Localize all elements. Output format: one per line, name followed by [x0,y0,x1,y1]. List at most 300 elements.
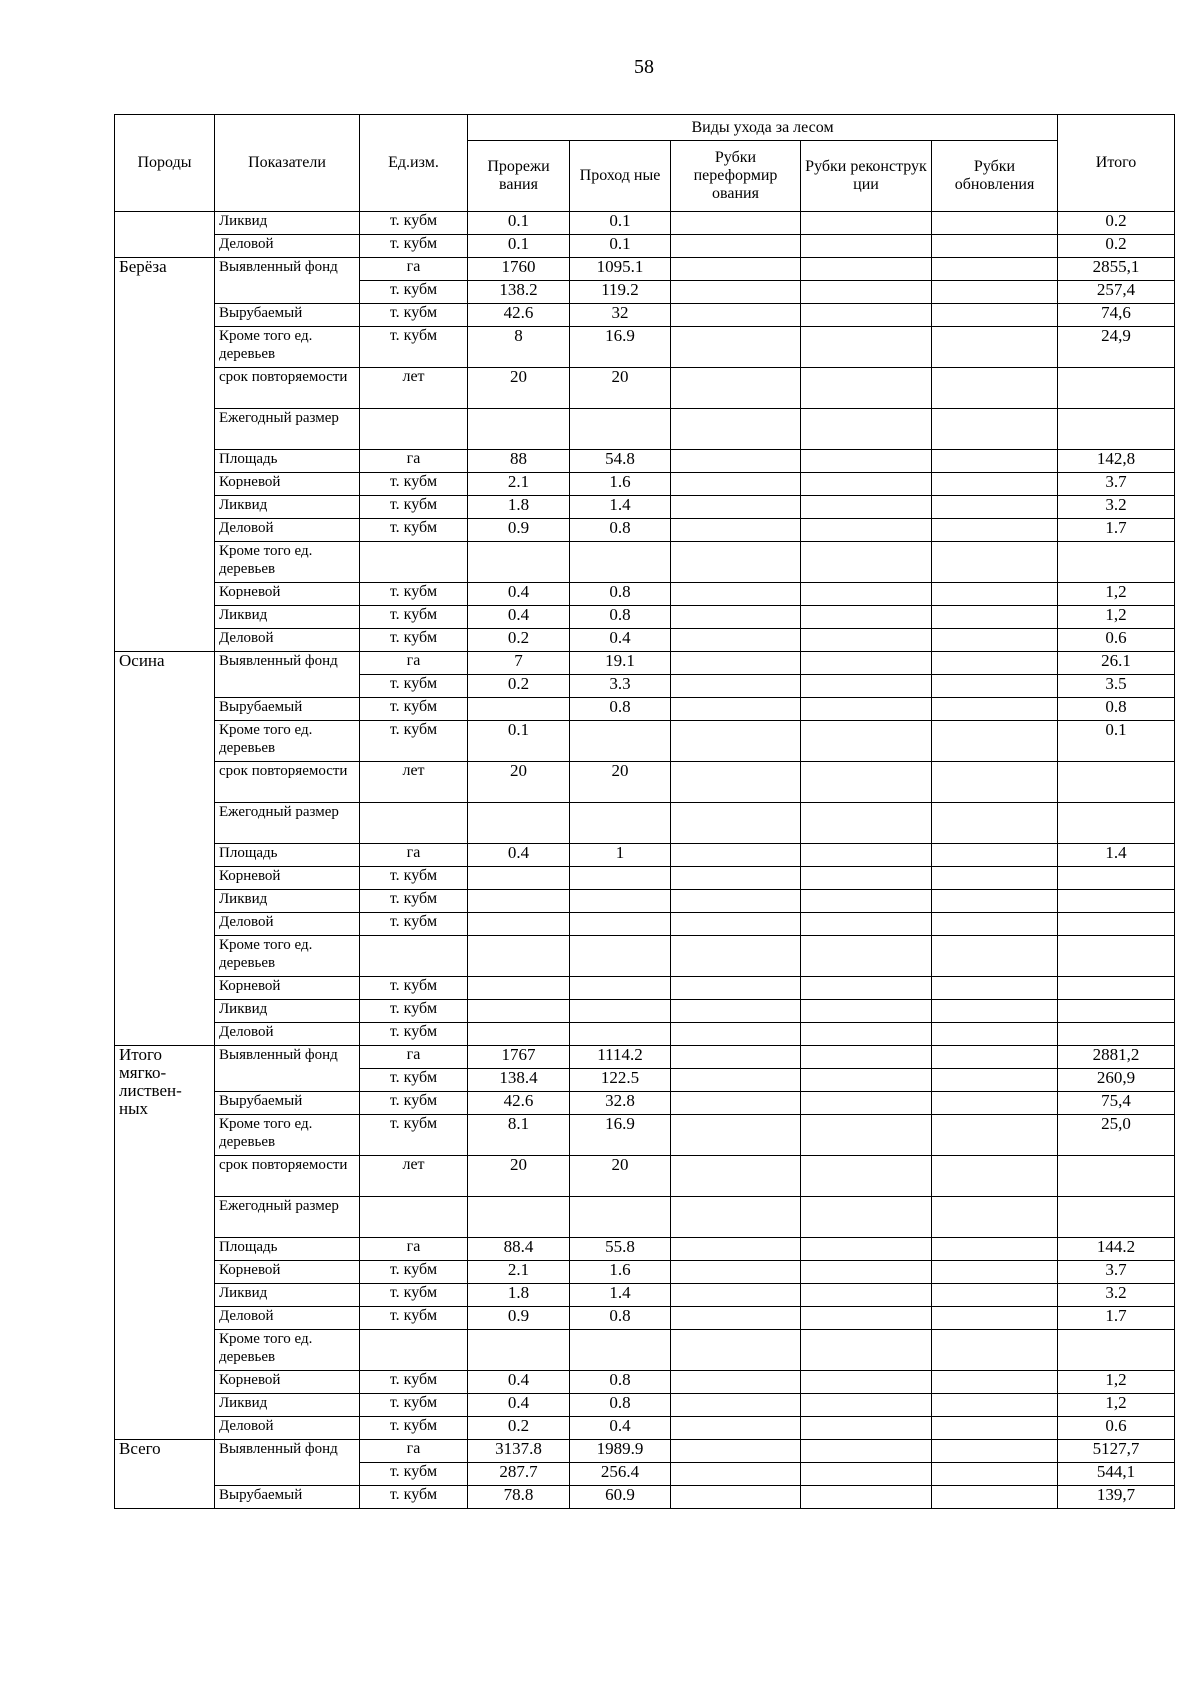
unit-cell [360,803,468,844]
reconstruction-cell [801,368,932,409]
reconstruction-cell [801,606,932,629]
indicator-cell: Выявленный фонд [215,652,360,698]
table-row [115,1261,1175,1284]
indicator-cell: Кроме того ед. деревьев [215,1115,360,1156]
total-cell: 3.2 [1058,1284,1175,1307]
indicator-cell: Выявленный фонд [215,258,360,304]
total-cell: 1.7 [1058,1307,1175,1330]
table-row [115,698,1175,721]
renewal-cell [932,803,1058,844]
table-body [115,212,1175,1509]
passage-cell: 0.8 [570,1371,671,1394]
reconstruction-cell [801,1156,932,1197]
unit-cell [360,1330,468,1371]
reform-cell [671,977,801,1000]
unit-cell [360,542,468,583]
table-row [115,1115,1175,1156]
indicator-cell: Деловой [215,629,360,652]
thinning-cell [468,913,570,936]
breed-cell: Осина [115,652,215,1046]
indicator-cell: Вырубаемый [215,304,360,327]
total-cell: 0.2 [1058,212,1175,235]
passage-cell [570,409,671,450]
table-row [115,1156,1175,1197]
thinning-cell: 0.4 [468,606,570,629]
renewal-cell [932,1092,1058,1115]
renewal-cell [932,890,1058,913]
indicator-cell: Ликвид [215,890,360,913]
total-cell [1058,1023,1175,1046]
table-row [115,1394,1175,1417]
passage-cell: 0.8 [570,1307,671,1330]
total-cell: 1,2 [1058,1371,1175,1394]
thinning-cell: 0.1 [468,212,570,235]
renewal-cell [932,212,1058,235]
indicator-cell: Ликвид [215,606,360,629]
unit-cell: т. кубм [360,1307,468,1330]
thinning-cell: 0.2 [468,1417,570,1440]
unit-cell: т. кубм [360,473,468,496]
unit-cell: т. кубм [360,281,468,304]
unit-cell: т. кубм [360,629,468,652]
total-cell [1058,913,1175,936]
reform-cell [671,803,801,844]
thinning-cell [468,1000,570,1023]
total-cell [1058,1197,1175,1238]
reconstruction-cell [801,936,932,977]
total-cell: 25,0 [1058,1115,1175,1156]
reform-cell [671,936,801,977]
total-cell: 0.1 [1058,721,1175,762]
indicator-cell: Площадь [215,844,360,867]
unit-cell: т. кубм [360,304,468,327]
renewal-cell [932,473,1058,496]
reconstruction-cell [801,1486,932,1509]
table-row [115,1307,1175,1330]
renewal-cell [932,1115,1058,1156]
total-cell [1058,977,1175,1000]
renewal-cell [932,258,1058,281]
unit-cell: т. кубм [360,1261,468,1284]
total-cell [1058,867,1175,890]
passage-cell: 1.4 [570,1284,671,1307]
table-row [115,867,1175,890]
reform-cell [671,844,801,867]
renewal-cell [932,652,1058,675]
reform-cell [671,1261,801,1284]
reform-cell [671,542,801,583]
unit-cell: т. кубм [360,1417,468,1440]
passage-cell: 122.5 [570,1069,671,1092]
thinning-cell: 138.4 [468,1069,570,1092]
reconstruction-cell [801,629,932,652]
header-indicator: Показатели [215,115,360,212]
thinning-cell: 2.1 [468,1261,570,1284]
reconstruction-cell [801,762,932,803]
reform-cell [671,496,801,519]
reconstruction-cell [801,1463,932,1486]
total-cell [1058,803,1175,844]
indicator-cell: Кроме того ед. деревьев [215,542,360,583]
indicator-cell: Вырубаемый [215,1486,360,1509]
indicator-cell: Корневой [215,473,360,496]
reconstruction-cell [801,1238,932,1261]
table-row [115,583,1175,606]
renewal-cell [932,235,1058,258]
unit-cell: т. кубм [360,867,468,890]
passage-cell [570,890,671,913]
thinning-cell: 1.8 [468,1284,570,1307]
indicator-cell: Деловой [215,1023,360,1046]
thinning-cell: 1767 [468,1046,570,1069]
thinning-cell: 0.9 [468,519,570,542]
thinning-cell [468,867,570,890]
reform-cell [671,1092,801,1115]
indicator-cell: Ликвид [215,1000,360,1023]
reform-cell [671,652,801,675]
unit-cell: т. кубм [360,1394,468,1417]
passage-cell: 0.4 [570,629,671,652]
table-row [115,606,1175,629]
reconstruction-cell [801,844,932,867]
passage-cell [570,1023,671,1046]
passage-cell: 1114.2 [570,1046,671,1069]
header-unit: Ед.изм. [360,115,468,212]
unit-cell: га [360,450,468,473]
total-cell [1058,936,1175,977]
table-row [115,496,1175,519]
renewal-cell [932,606,1058,629]
indicator-cell: Вырубаемый [215,1092,360,1115]
thinning-cell: 88.4 [468,1238,570,1261]
reconstruction-cell [801,496,932,519]
reconstruction-cell [801,281,932,304]
thinning-cell [468,890,570,913]
unit-cell: т. кубм [360,519,468,542]
reconstruction-cell [801,1046,932,1069]
renewal-cell [932,1261,1058,1284]
renewal-cell [932,844,1058,867]
thinning-cell: 20 [468,1156,570,1197]
renewal-cell [932,721,1058,762]
total-cell: 24,9 [1058,327,1175,368]
indicator-cell: Кроме того ед. деревьев [215,936,360,977]
passage-cell: 16.9 [570,1115,671,1156]
thinning-cell: 88 [468,450,570,473]
renewal-cell [932,1000,1058,1023]
reform-cell [671,698,801,721]
unit-cell: т. кубм [360,1000,468,1023]
table-row [115,1284,1175,1307]
unit-cell: га [360,1046,468,1069]
thinning-cell: 0.4 [468,583,570,606]
thinning-cell: 1.8 [468,496,570,519]
reconstruction-cell [801,1330,932,1371]
table-row [115,1046,1175,1069]
thinning-cell: 8 [468,327,570,368]
passage-cell: 0.8 [570,1394,671,1417]
passage-cell: 1.6 [570,473,671,496]
renewal-cell [932,1463,1058,1486]
unit-cell: т. кубм [360,496,468,519]
total-cell: 142,8 [1058,450,1175,473]
unit-cell: т. кубм [360,1463,468,1486]
total-cell: 3.5 [1058,675,1175,698]
thinning-cell [468,698,570,721]
unit-cell: га [360,844,468,867]
passage-cell: 19.1 [570,652,671,675]
total-cell [1058,890,1175,913]
table-row [115,409,1175,450]
reform-cell [671,1115,801,1156]
unit-cell: т. кубм [360,1069,468,1092]
unit-cell: т. кубм [360,890,468,913]
table-row [115,629,1175,652]
reform-cell [671,583,801,606]
table-row [115,936,1175,977]
passage-cell: 0.8 [570,519,671,542]
passage-cell: 0.1 [570,212,671,235]
indicator-cell: Кроме того ед. деревьев [215,721,360,762]
passage-cell: 1095.1 [570,258,671,281]
thinning-cell [468,1023,570,1046]
indicator-cell: Площадь [215,450,360,473]
reconstruction-cell [801,1023,932,1046]
reconstruction-cell [801,1284,932,1307]
reform-cell [671,409,801,450]
reconstruction-cell [801,890,932,913]
indicator-cell: Выявленный фонд [215,1046,360,1092]
passage-cell [570,867,671,890]
indicator-cell: срок повторяемости [215,368,360,409]
indicator-cell: Деловой [215,913,360,936]
thinning-cell: 0.4 [468,1371,570,1394]
reform-cell [671,281,801,304]
total-cell: 257,4 [1058,281,1175,304]
reform-cell [671,368,801,409]
table-row [115,519,1175,542]
indicator-cell: Вырубаемый [215,698,360,721]
reconstruction-cell [801,583,932,606]
indicator-cell: Ликвид [215,1394,360,1417]
total-cell: 1,2 [1058,583,1175,606]
reconstruction-cell [801,1417,932,1440]
indicator-cell: Деловой [215,1307,360,1330]
header-reform-cuts: Рубки переформир ования [671,141,801,212]
total-cell: 1,2 [1058,606,1175,629]
renewal-cell [932,281,1058,304]
thinning-cell: 0.2 [468,629,570,652]
reform-cell [671,1284,801,1307]
reform-cell [671,721,801,762]
total-cell: 0.2 [1058,235,1175,258]
header-total: Итого [1058,115,1175,212]
unit-cell: т. кубм [360,698,468,721]
renewal-cell [932,913,1058,936]
breed-cell-continuation [115,212,215,258]
thinning-cell [468,1330,570,1371]
passage-cell: 1 [570,844,671,867]
reform-cell [671,327,801,368]
total-cell [1058,368,1175,409]
table-row [115,235,1175,258]
reconstruction-cell [801,1197,932,1238]
unit-cell: т. кубм [360,235,468,258]
total-cell: 544,1 [1058,1463,1175,1486]
renewal-cell [932,936,1058,977]
passage-cell [570,721,671,762]
reform-cell [671,1156,801,1197]
table-row [115,1371,1175,1394]
reform-cell [671,473,801,496]
thinning-cell: 7 [468,652,570,675]
thinning-cell: 138.2 [468,281,570,304]
table-row [115,913,1175,936]
total-cell: 1,2 [1058,1394,1175,1417]
unit-cell: т. кубм [360,1115,468,1156]
reform-cell [671,1046,801,1069]
reconstruction-cell [801,235,932,258]
total-cell: 260,9 [1058,1069,1175,1092]
renewal-cell [932,368,1058,409]
passage-cell: 32 [570,304,671,327]
unit-cell: га [360,1238,468,1261]
unit-cell: т. кубм [360,913,468,936]
total-cell: 3.7 [1058,1261,1175,1284]
table-row [115,762,1175,803]
breed-cell: Всего [115,1440,215,1509]
renewal-cell [932,1371,1058,1394]
reconstruction-cell [801,1394,932,1417]
renewal-cell [932,1069,1058,1092]
reconstruction-cell [801,1092,932,1115]
thinning-cell: 3137.8 [468,1440,570,1463]
passage-cell [570,542,671,583]
reconstruction-cell [801,913,932,936]
thinning-cell: 42.6 [468,304,570,327]
total-cell [1058,762,1175,803]
reform-cell [671,913,801,936]
passage-cell: 32.8 [570,1092,671,1115]
passage-cell [570,936,671,977]
reconstruction-cell [801,721,932,762]
total-cell: 3.7 [1058,473,1175,496]
renewal-cell [932,583,1058,606]
indicator-cell: Корневой [215,1261,360,1284]
reconstruction-cell [801,258,932,281]
table-row [115,1238,1175,1261]
reconstruction-cell [801,212,932,235]
reform-cell [671,304,801,327]
renewal-cell [932,542,1058,583]
total-cell: 5127,7 [1058,1440,1175,1463]
unit-cell: т. кубм [360,212,468,235]
unit-cell: лет [360,762,468,803]
total-cell [1058,542,1175,583]
reform-cell [671,890,801,913]
reform-cell [671,1000,801,1023]
passage-cell: 0.1 [570,235,671,258]
table-header [115,115,1175,212]
indicator-cell: Деловой [215,1417,360,1440]
indicator-cell: Деловой [215,235,360,258]
passage-cell: 16.9 [570,327,671,368]
unit-cell: га [360,1440,468,1463]
indicator-cell: Деловой [215,519,360,542]
total-cell [1058,1330,1175,1371]
renewal-cell [932,519,1058,542]
indicator-cell: Кроме того ед. деревьев [215,1330,360,1371]
reconstruction-cell [801,803,932,844]
table-row [115,721,1175,762]
indicator-cell: Корневой [215,1371,360,1394]
header-renewal-cuts: Рубки обновления [932,141,1058,212]
indicator-cell: Выявленный фонд [215,1440,360,1486]
table-row [115,803,1175,844]
table-row [115,212,1175,235]
passage-cell [570,803,671,844]
header-care-types: Виды ухода за лесом [468,115,1058,141]
renewal-cell [932,1440,1058,1463]
total-cell: 144.2 [1058,1238,1175,1261]
total-cell: 26.1 [1058,652,1175,675]
thinning-cell: 2.1 [468,473,570,496]
unit-cell: т. кубм [360,977,468,1000]
indicator-cell: Корневой [215,583,360,606]
indicator-cell: Кроме того ед. деревьев [215,327,360,368]
passage-cell [570,977,671,1000]
reform-cell [671,1023,801,1046]
unit-cell: лет [360,1156,468,1197]
passage-cell: 0.4 [570,1417,671,1440]
thinning-cell: 20 [468,762,570,803]
table-row [115,1092,1175,1115]
passage-cell [570,1000,671,1023]
reconstruction-cell [801,409,932,450]
unit-cell: т. кубм [360,1023,468,1046]
table-row [115,368,1175,409]
table-row [115,844,1175,867]
reform-cell [671,519,801,542]
table-row [115,1000,1175,1023]
unit-cell: т. кубм [360,675,468,698]
reconstruction-cell [801,1440,932,1463]
reform-cell [671,258,801,281]
unit-cell: т. кубм [360,1486,468,1509]
passage-cell [570,1197,671,1238]
reconstruction-cell [801,1307,932,1330]
total-cell: 0.6 [1058,1417,1175,1440]
passage-cell: 20 [570,1156,671,1197]
header-passage: Проход ные [570,141,671,212]
renewal-cell [932,327,1058,368]
renewal-cell [932,977,1058,1000]
reform-cell [671,1371,801,1394]
table-row [115,1417,1175,1440]
table-row [115,890,1175,913]
reform-cell [671,1486,801,1509]
reform-cell [671,1330,801,1371]
table-row [115,652,1175,675]
unit-cell: т. кубм [360,606,468,629]
table-row [115,1486,1175,1509]
passage-cell: 256.4 [570,1463,671,1486]
reconstruction-cell [801,327,932,368]
table-row [115,304,1175,327]
renewal-cell [932,1238,1058,1261]
reconstruction-cell [801,1261,932,1284]
unit-cell: т. кубм [360,583,468,606]
